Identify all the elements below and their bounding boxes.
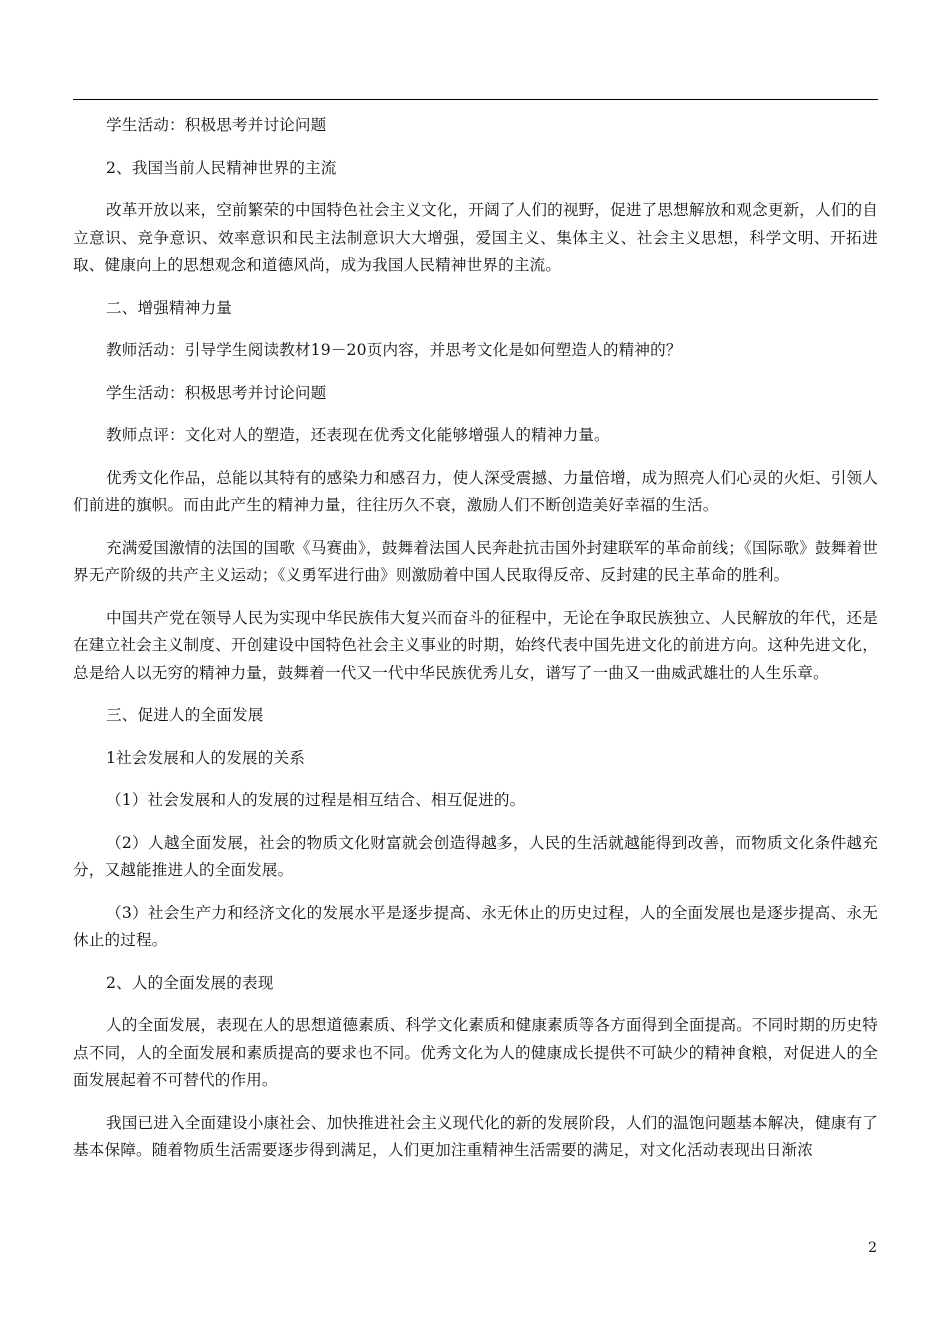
paragraph-development: 人的全面发展，表现在人的思想道德素质、科学文化素质和健康素质等各方面得到全面提高。不同时期的历史特点不同，人的全面发展和素质提高的要求也不同。优秀文化为人的健康成长提供不可缺少的精神食粮，对促进人的全面发展起着不可替代的作用。: [73, 1016, 878, 1089]
teacher-activity-line: 教师活动：引导学生阅读教材19－20页内容，并思考文化是如何塑造人的精神的？: [106, 341, 682, 359]
page-number: 2: [868, 1240, 877, 1256]
paragraph-reform: 改革开放以来，空前繁荣的中国特色社会主义文化，开阔了人们的视野，促进了思想解放和观念更新，人们的自立意识、竞争意识、效率意识和民主法制意识大大增强，爱国主义、集体主义、社会主义思想，科学文明、开拓进取、健康向上的思想观念和道德风尚，成为我国人民精神世界的主流。: [73, 201, 878, 274]
paragraph-excellent-works: 优秀文化作品，总能以其特有的感染力和感召力，使人深受震撼、力量倍增，成为照亮人们心灵的火炬、引领人们前进的旗帜。而由此产生的精神力量，往往历久不衰，激励人们不断创造美好幸福的生活。: [73, 468, 878, 514]
subheading-relationship: 1社会发展和人的发展的关系: [106, 748, 305, 767]
teacher-comment-line: 教师点评：文化对人的塑造，还表现在优秀文化能够增强人的精神力量。: [106, 426, 610, 444]
item-3: （3）社会生产力和经济文化的发展水平是逐步提高、永无休止的历史过程，人的全面发展也是逐步提高、永无休止的过程。: [73, 903, 878, 949]
student-activity-line-2: 学生活动：积极思考并讨论问题: [106, 383, 327, 402]
subheading-mainstream: 2、我国当前人民精神世界的主流: [106, 158, 337, 177]
item-2: （2）人越全面发展，社会的物质文化财富就会创造得越多，人民的生活就越能得到改善，而物质文化条件越充分，又越能推进人的全面发展。: [73, 833, 878, 879]
paragraph-xiaokang: 我国已进入全面建设小康社会、加快推进社会主义现代化的新的发展阶段，人们的温饱问题基本解决，健康有了基本保障。随着物质生活需要逐步得到满足，人们更加注重精神生活需要的满足，对文化活动表现出日渐浓: [73, 1113, 878, 1159]
item-1: （1）社会发展和人的发展的过程是相互结合、相互促进的。: [106, 791, 526, 809]
subheading-manifestation: 2、人的全面发展的表现: [106, 973, 274, 992]
student-activity-line-1: 学生活动：积极思考并讨论问题: [106, 116, 327, 134]
header-rule: [73, 99, 878, 100]
section-heading-2: 二、增强精神力量: [106, 298, 232, 317]
section-heading-3: 三、促进人的全面发展: [106, 706, 264, 724]
paragraph-anthems: 充满爱国激情的法国的国歌《马赛曲》，鼓舞着法国人民奔赴抗击国外封建联军的革命前线；《国际歌》鼓舞着世界无产阶级的共产主义运动；《义勇军进行曲》则激励着中国人民取得反帝、反封建的民主革命的胜利。: [73, 538, 878, 584]
paragraph-party: 中国共产党在领导人民为实现中华民族伟大复兴而奋斗的征程中，无论在争取民族独立、人民解放的年代，还是在建立社会主义制度、开创建设中国特色社会主义事业的时期，始终代表中国先进文化的前进方向。这种先进文化，总是给人以无穷的精神力量，鼓舞着一代又一代中华民族优秀儿女，谱写了一曲又一曲威武雄壮的人生乐章。: [73, 608, 878, 682]
document-body: [73, 112, 878, 1180]
